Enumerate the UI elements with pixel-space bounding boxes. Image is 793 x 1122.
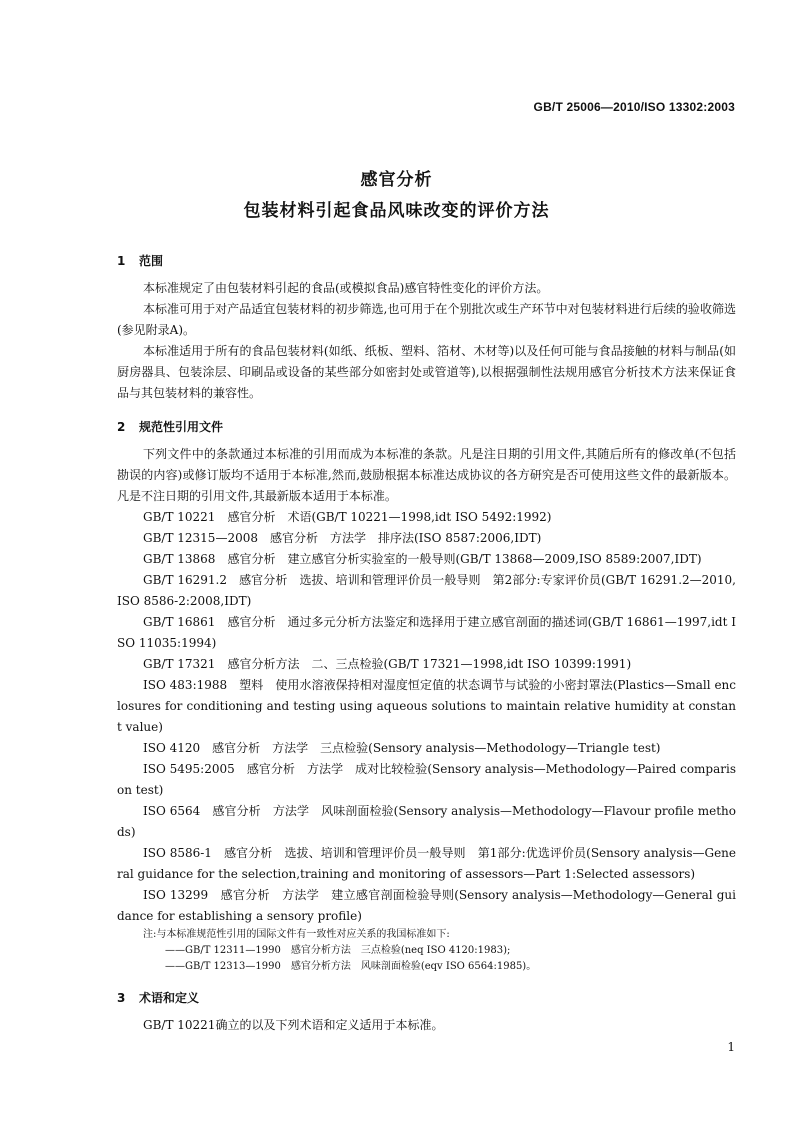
document-title-line2: 包装材料引起食品风味改变的评价方法	[243, 201, 550, 221]
section-1-heading	[117, 250, 736, 272]
reference-item: GB/T 13868 感官分析 建立感官分析实验室的一般导则(GB/T 13868—2009,ISO 8589:2007,IDT)	[143, 552, 702, 566]
reference-item: ISO 13299 感官分析 方法学 建立感官剖面检验导则(Sensory analysis—Methodology—General guidance for establishing a sensory profile)	[117, 888, 736, 923]
section-title: 术语和定义	[139, 991, 200, 1005]
paragraph: 本标准适用于所有的食品包装材料(如纸、纸板、塑料、箔材、木材等)以及任何可能与食品接触的材料与制品(如厨房器具、包装涂层、印刷品或设备的某些部分如密封处或管道等),以根据强制性法规用感官分析技术方法来保证食品与其包装材料的兼容性。	[117, 344, 736, 400]
paragraph: 本标准规定了由包装材料引起的食品(或模拟食品)感官特性变化的评价方法。	[143, 281, 549, 295]
reference-item: GB/T 10221 感官分析 术语(GB/T 10221—1998,idt ISO 5492:1992)	[143, 510, 552, 524]
note-item: ——GB/T 12313—1990 感官分析方法 风味剖面检验(eqv ISO 6564:1985)。	[165, 961, 537, 972]
paragraph: 本标准可用于对产品适宜包装材料的初步筛选,也可用于在个别批次或生产环节中对包装材料进行后续的验收筛选(参见附录A)。	[117, 302, 736, 337]
section-2-heading	[117, 416, 736, 438]
standard-code: GB/T 25006—2010/ISO 13302:2003	[533, 100, 735, 114]
section-title: 规范性引用文件	[139, 420, 224, 434]
reference-item: GB/T 17321 感官分析方法 二、三点检验(GB/T 17321—1998,idt ISO 10399:1991)	[143, 657, 632, 671]
reference-item: ISO 8586-1 感官分析 选拔、培训和管理评价员一般导则 第1部分:优选评价员(Sensory analysis—General guidance for the selection,training and monitoring of assessors—Part 1:Selected assessors)	[117, 846, 736, 881]
document-body	[117, 250, 736, 1036]
paragraph: 下列文件中的条款通过本标准的引用而成为本标准的条款。凡是注日期的引用文件,其随后所有的修改单(不包括勘误的内容)或修订版均不适用于本标准,然而,鼓励根据本标准达成协议的各方研究是否可使用这些文件的最新版本。凡是不注日期的引用文件,其最新版本适用于本标准。	[117, 447, 736, 503]
reference-item: ISO 4120 感官分析 方法学 三点检验(Sensory analysis—Methodology—Triangle test)	[143, 741, 661, 755]
reference-item: ISO 5495:2005 感官分析 方法学 成对比较检验(Sensory analysis—Methodology—Paired comparison test)	[117, 762, 736, 797]
paragraph: GB/T 10221确立的以及下列术语和定义适用于本标准。	[143, 1018, 444, 1032]
section-3-heading	[117, 987, 736, 1009]
page-number: 1	[727, 1040, 735, 1054]
section-title: 范围	[139, 254, 164, 268]
section-number: 3	[117, 991, 126, 1005]
section-number: 1	[117, 254, 126, 268]
reference-item: GB/T 16861 感官分析 通过多元分析方法鉴定和选择用于建立感官剖面的描述词(GB/T 16861—1997,idt ISO 11035:1994)	[117, 615, 736, 650]
note: 注:与本标准规范性引用的国际文件有一致性对应关系的我国标准如下:	[143, 929, 450, 940]
reference-item: ISO 483:1988 塑料 使用水溶液保持相对湿度恒定值的状态调节与试验的小密封罩法(Plastics—Small enclosures for conditioning and testing using aqueous solutions to maintain relative humidity at constant value)	[117, 678, 736, 734]
section-number: 2	[117, 420, 126, 434]
reference-item: GB/T 12315—2008 感官分析 方法学 排序法(ISO 8587:2006,IDT)	[143, 531, 542, 545]
note-item: ——GB/T 12311—1990 感官分析方法 三点检验(neq ISO 4120:1983);	[165, 945, 511, 956]
reference-item: GB/T 16291.2 感官分析 选拔、培训和管理评价员一般导则 第2部分:专家评价员(GB/T 16291.2—2010,ISO 8586-2:2008,IDT)	[117, 573, 736, 608]
document-title-line1: 感官分析	[360, 170, 433, 190]
reference-item: ISO 6564 感官分析 方法学 风味剖面检验(Sensory analysis—Methodology—Flavour profile methods)	[117, 804, 736, 839]
